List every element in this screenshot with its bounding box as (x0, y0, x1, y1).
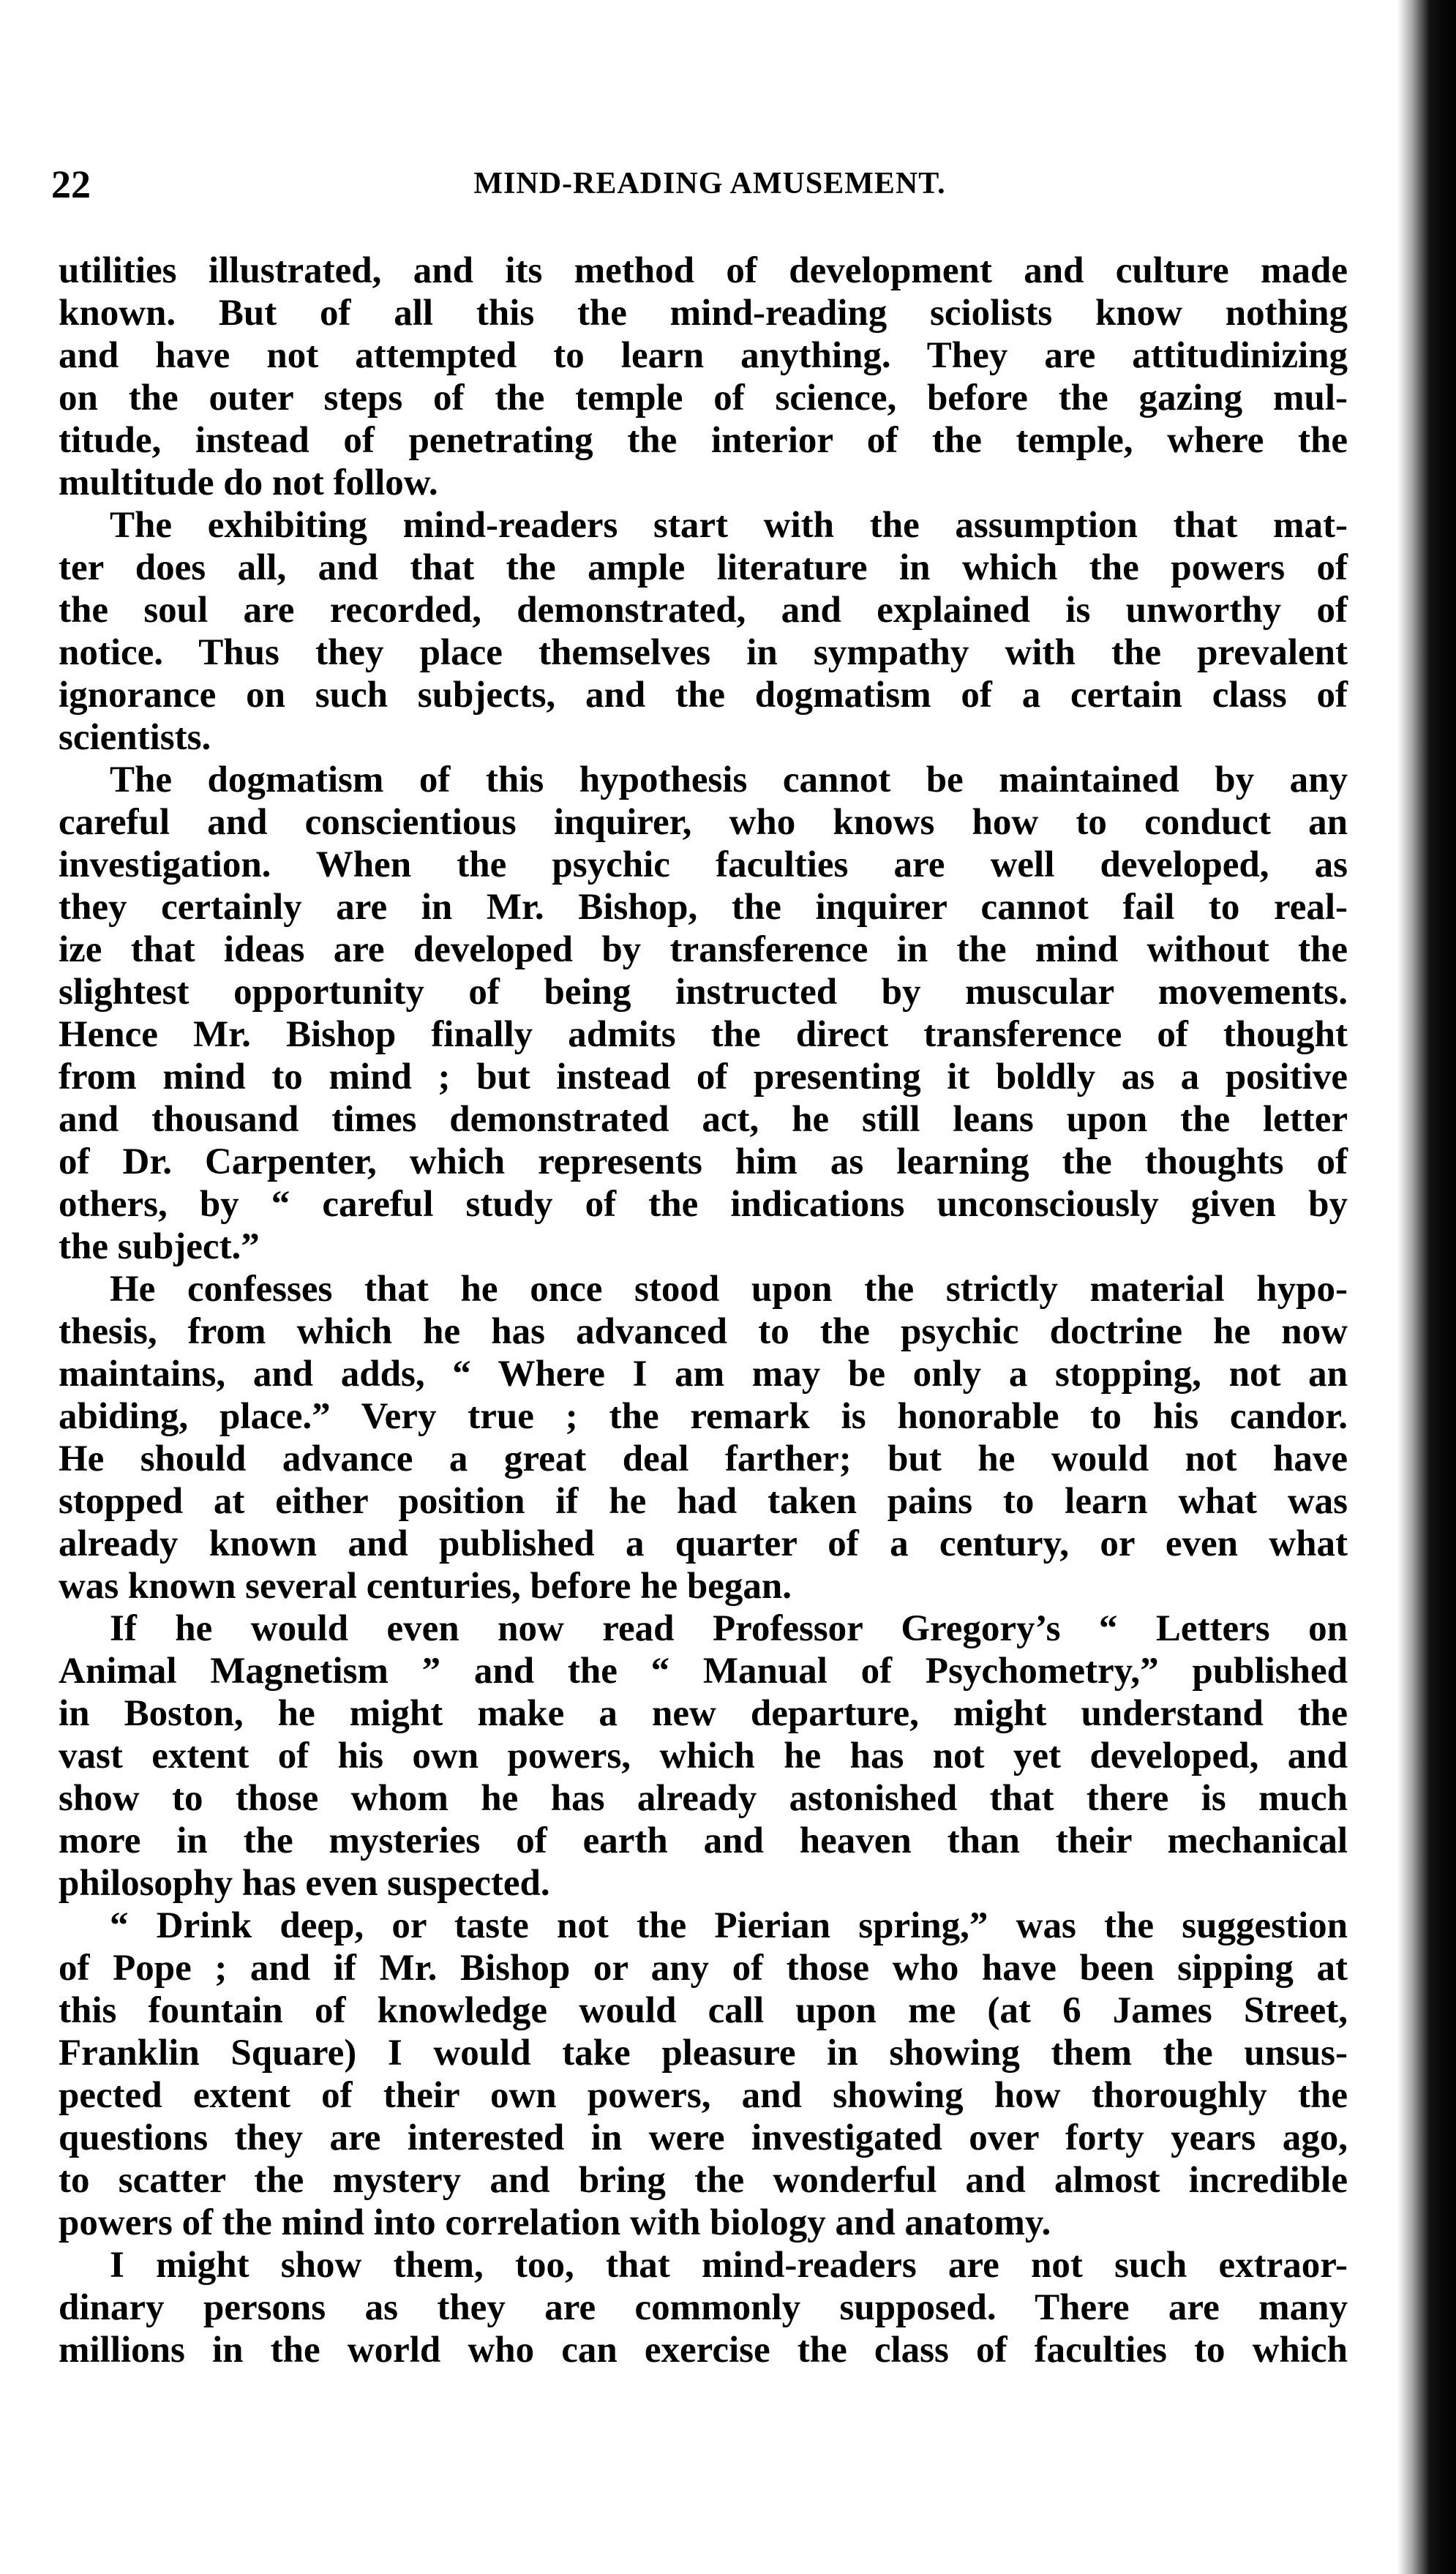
text-line: to scatter the mystery and bring the wonderful and almost incredible (59, 2160, 1348, 2201)
text-line: titude, instead of penetrating the interior of the temple, where the (59, 420, 1348, 461)
running-title: MIND-READING AMUSEMENT. (473, 167, 946, 200)
text-line: powers of the mind into correlation with biology and anatomy. (59, 2202, 1051, 2243)
text-line: pected extent of their own powers, and showing how thoroughly the (59, 2075, 1348, 2116)
text-line: If he would even now read Professor Gregory’s “ Letters on (110, 1608, 1348, 1649)
text-line: “ Drink deep, or taste not the Pierian spring,” was the suggestion (110, 1905, 1348, 1946)
text-line: multitude do not follow. (59, 462, 438, 503)
text-line: ter does all, and that the ample literature in which the powers of (59, 547, 1348, 588)
text-line: Hence Mr. Bishop finally admits the direct transference of thought (59, 1014, 1348, 1055)
body-text (59, 249, 1348, 2371)
text-line: this fountain of knowledge would call upon me (at 6 James Street, (59, 1990, 1348, 2031)
text-line: from mind to mind ; but instead of presenting it boldly as a positive (59, 1057, 1348, 1097)
text-line: was known several centuries, before he began. (59, 1566, 792, 1607)
text-line: show to those whom he has already astonished that there is much (59, 1778, 1348, 1819)
text-line: Animal Magnetism ” and the “ Manual of Psychometry,” published (59, 1651, 1348, 1692)
binding-shadow (1397, 0, 1456, 2574)
text-line: stopped at either position if he had taken pains to learn what was (59, 1481, 1348, 1522)
text-line: abiding, place.” Very true ; the remark is honorable to his candor. (59, 1396, 1348, 1437)
text-line: I might show them, too, that mind-readers are not such extraor- (110, 2245, 1348, 2286)
text-line: Franklin Square) I would take pleasure in showing them the unsus- (59, 2033, 1348, 2074)
text-line: vast extent of his own powers, which he has not yet developed, and (59, 1736, 1348, 1776)
text-line: thesis, from which he has advanced to the psychic doctrine he now (59, 1311, 1348, 1352)
text-line: He should advance a great deal farther; but he would not have (59, 1438, 1348, 1479)
paragraph (59, 759, 1348, 1268)
text-line: on the outer steps of the temple of science, before the gazing mul- (59, 378, 1348, 419)
text-line: they certainly are in Mr. Bishop, the inquirer cannot fail to real- (59, 887, 1348, 928)
paragraph (59, 1607, 1348, 1905)
paragraph (59, 504, 1348, 759)
text-line: millions in the world who can exercise the class of faculties to which (59, 2330, 1348, 2371)
text-line: the soul are recorded, demonstrated, and explained is unworthy of (59, 590, 1348, 631)
text-line: of Dr. Carpenter, which represents him as learning the thoughts of (59, 1141, 1348, 1182)
text-line: of Pope ; and if Mr. Bishop or any of those who have been sipping at (59, 1948, 1348, 1989)
text-line: questions they are interested in were investigated over forty years ago, (59, 2117, 1348, 2158)
text-line: careful and conscientious inquirer, who knows how to conduct an (59, 802, 1348, 843)
text-line: scientists. (59, 717, 211, 758)
page-number: 22 (51, 162, 91, 206)
text-line: utilities illustrated, and its method of development and culture made (59, 250, 1348, 291)
text-line: ignorance on such subjects, and the dogmatism of a certain class of (59, 675, 1348, 716)
text-line: ize that ideas are developed by transference in the mind without the (59, 929, 1348, 970)
paragraph (59, 2244, 1348, 2371)
text-line: the subject.” (59, 1226, 260, 1267)
text-line: and thousand times demonstrated act, he still leans upon the letter (59, 1099, 1348, 1140)
text-line: philosophy has even suspected. (59, 1863, 550, 1904)
paragraph (59, 1905, 1348, 2244)
text-line: and have not attempted to learn anything. They are attitudinizing (59, 335, 1348, 376)
text-line: maintains, and adds, “ Where I am may be only a stopping, not an (59, 1354, 1348, 1395)
text-line: others, by “ careful study of the indications unconsciously given by (59, 1184, 1348, 1225)
text-line: in Boston, he might make a new departure, might understand the (59, 1693, 1348, 1734)
text-line: known. But of all this the mind-reading sciolists know nothing (59, 293, 1348, 334)
paragraph (59, 1268, 1348, 1607)
text-line: He confesses that he once stood upon the strictly material hypo- (110, 1269, 1348, 1310)
text-line: The dogmatism of this hypothesis cannot be maintained by any (110, 759, 1348, 800)
text-line: already known and published a quarter of a century, or even what (59, 1523, 1348, 1564)
text-line: dinary persons as they are commonly supposed. There are many (59, 2287, 1348, 2328)
text-line: more in the mysteries of earth and heaven than their mechanical (59, 1820, 1348, 1861)
text-line: investigation. When the psychic faculties are well developed, as (59, 844, 1348, 885)
text-line: notice. Thus they place themselves in sympathy with the prevalent (59, 632, 1348, 673)
text-line: slightest opportunity of being instructed by muscular movements. (59, 972, 1348, 1013)
text-line: The exhibiting mind-readers start with the assumption that mat- (110, 505, 1348, 546)
paragraph (59, 249, 1348, 504)
